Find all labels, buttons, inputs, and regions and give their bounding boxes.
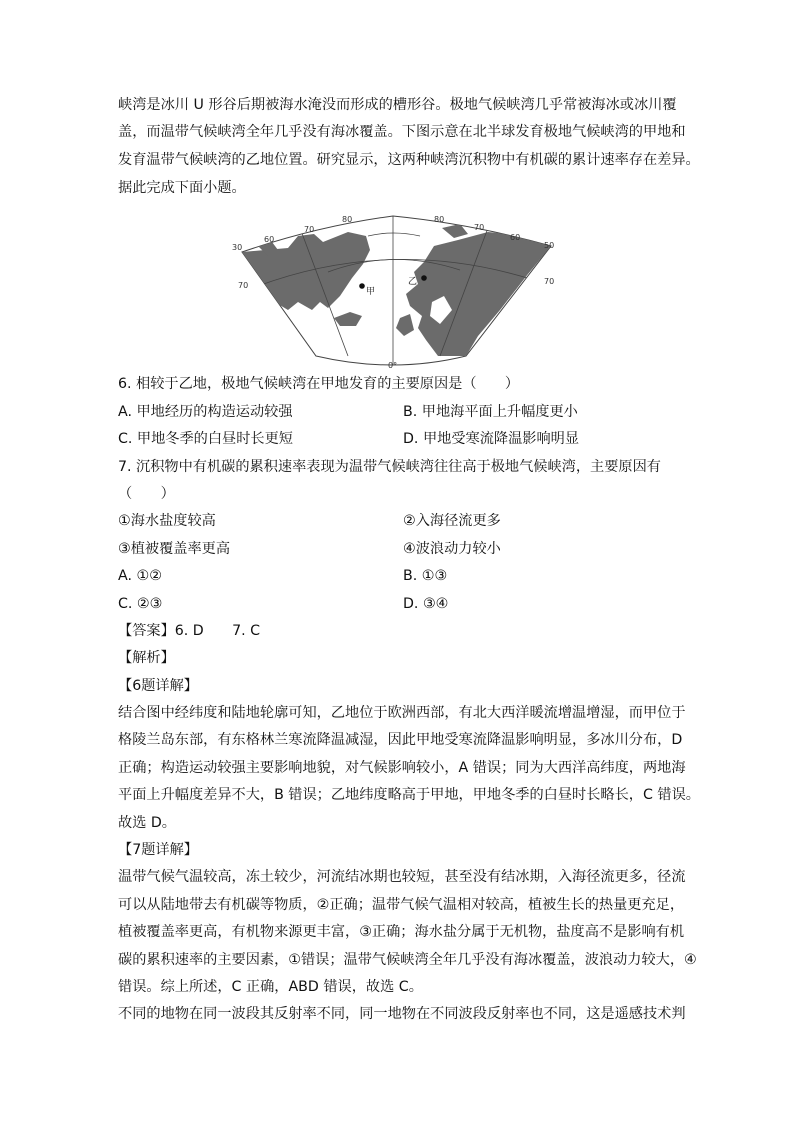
q7-detail-line-3: 植被覆盖率更高，有机物来源更丰富，③正确；海水盐分属于无机物，盐度高不是影响有机 (118, 924, 685, 940)
tick-bottom-0: 0° (388, 361, 398, 370)
q6-option-d: D. 甲地受寒流降温影响明显 (403, 431, 580, 447)
q7-detail-heading: 【7题详解】 (118, 842, 198, 858)
intro-line-3: 发育温带气候峡湾的乙地位置。研究显示，这两种峡湾沉积物中有机碳的累计速率存在差异。 (118, 152, 700, 168)
q6-detail-line-5: 故选 D。 (118, 815, 176, 831)
tick-left-70: 70 (304, 225, 315, 234)
q7-detail-line-4: 碳的累积速率的主要因素，①错误；温带气候峡湾全年几乎没有海冰覆盖，波浪动力较大，④ (118, 952, 697, 968)
q7-stem-line-2: （ ） (118, 486, 175, 502)
tick-left-80: 80 (342, 215, 353, 224)
q7-option-c: C. ②③ (118, 596, 163, 612)
q6-detail-heading: 【6题详解】 (118, 678, 198, 694)
analysis-heading: 【解析】 (118, 650, 175, 666)
q6-detail-line-2: 格陵兰岛东部，有东格林兰寒流降温减湿，因此甲地受寒流降温影响明显，多冰川分布，D (118, 732, 683, 748)
q7-statement-1: ①海水盐度较高 (118, 513, 216, 529)
q7-detail-line-5: 错误。综上所述，C 正确，ABD 错误，故选 C。 (118, 979, 423, 995)
fjord-location-map (228, 206, 564, 370)
tick-right-80: 80 (434, 215, 445, 224)
tick-left-60: 60 (264, 235, 275, 244)
point-yi-label: 乙 (408, 277, 418, 287)
q6-detail-line-4: 平面上升幅度差异不大，B 错误；乙地纬度略高于甲地，甲地冬季的白昼时长略长，C 错误。 (118, 787, 700, 803)
tick-left-lat-70: 70 (238, 281, 249, 290)
q7-detail-line-2: 可以从陆地带去有机碳等物质，②正确；温带气候气温相对较高，植被生长的热量更充足， (118, 897, 685, 913)
q6-detail-line-3: 正确；构造运动较强主要影响地貌，对气候影响较小，A 错误；同为大西洋高纬度，两地海 (118, 760, 686, 776)
q6-option-b: B. 甲地海平面上升幅度更小 (403, 404, 578, 420)
q6-detail-line-1: 结合图中经纬度和陆地轮廓可知，乙地位于欧洲西部，有北大西洋暖流增温增湿，而甲位于 (118, 705, 686, 721)
tick-right-lat-70: 70 (544, 277, 555, 286)
q7-detail-line-1: 温带气候气温较高，冻土较少，河流结冰期也较短，甚至没有结冰期，入海径流更多，径流 (118, 869, 686, 885)
answer-line: 【答案】6. D 7. C (118, 623, 261, 639)
point-jia-marker (359, 283, 365, 289)
tick-right-60: 60 (510, 233, 521, 242)
q7-statement-4: ④波浪动力较小 (403, 541, 501, 557)
q7-option-d: D. ③④ (403, 596, 449, 612)
point-jia-label: 甲 (366, 287, 376, 297)
tick-left-30: 30 (232, 243, 243, 252)
intro-line-2: 盖，而温带气候峡湾全年几乎没有海冰覆盖。下图示意在北半球发育极地气候峡湾的甲地和 (118, 124, 686, 140)
q7-stem-line-1: 7. 沉积物中有机碳的累积速率表现为温带气候峡湾往往高于极地气候峡湾，主要原因有 (118, 459, 661, 475)
point-yi-marker (421, 275, 427, 281)
q7-statement-2: ②入海径流更多 (403, 513, 501, 529)
q7-statement-3: ③植被覆盖率更高 (118, 541, 231, 557)
q6-option-c: C. 甲地冬季的白昼时长更短 (118, 431, 293, 447)
q7-option-b: B. ①③ (403, 568, 448, 584)
q6-stem: 6. 相较于乙地，极地气候峡湾在甲地发育的主要原因是（ ） (118, 376, 520, 392)
q6-option-a: A. 甲地经历的构造运动较强 (118, 404, 293, 420)
trailing-text-line: 不同的地物在同一波段其反射率不同，同一地物在不同波段反射率也不同，这是遥感技术判 (118, 1006, 686, 1022)
intro-line-4: 据此完成下面小题。 (118, 180, 246, 196)
intro-line-1: 峡湾是冰川 U 形谷后期被海水淹没而形成的槽形谷。极地气候峡湾几乎常被海冰或冰川覆 (118, 97, 677, 113)
map-figure (228, 206, 564, 370)
tick-right-50: 50 (544, 241, 555, 250)
tick-right-70: 70 (474, 223, 485, 232)
q7-option-a: A. ①② (118, 568, 162, 584)
